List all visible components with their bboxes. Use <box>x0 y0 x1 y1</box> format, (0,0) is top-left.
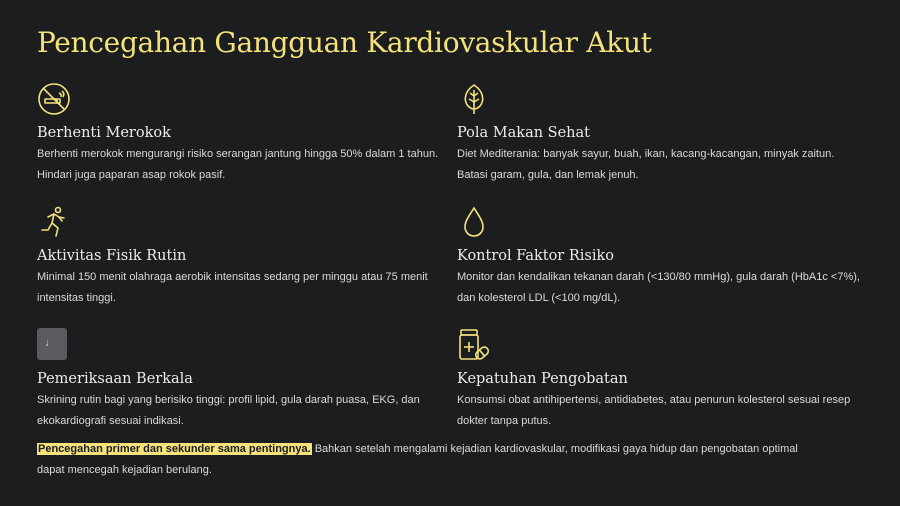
card-stop-smoking <box>37 82 447 186</box>
page-title: Pencegahan Gangguan Kardiovaskular Akut <box>37 26 652 59</box>
card-text: Berhenti merokok mengurangi risiko serangan jantung hingga 50% dalam 1 tahun. Hindari juga paparan asap rokok pasif. <box>37 148 439 181</box>
card-text: Konsumsi obat antihipertensi, antidiabetes, atau penurun kolesterol sesuai resep dokter tanpa putus. <box>457 394 851 427</box>
card-healthy-diet <box>457 82 867 186</box>
footer-text: Bahkan setelah mengalami kejadian kardiovaskular, modifikasi gaya hidup dan pengobatan optimal dapat mencegah kejadian berulang. <box>37 443 798 476</box>
card-text: Minimal 150 menit olahraga aerobik intensitas sedang per minggu atau 75 menit intensitas tinggi. <box>37 271 428 304</box>
card-text: Monitor dan kendalikan tekanan darah (<130/80 mmHg), gula darah (HbA1c <7%), dan kolesterol LDL (<100 mg/dL). <box>457 271 860 304</box>
card-title: Berhenti Merokok <box>37 125 171 141</box>
leaf-icon <box>457 82 491 116</box>
card-text: Diet Mediterania: banyak sayur, buah, ikan, kacang-kacangan, minyak zaitun. Batasi garam, gula, dan lemak jenuh. <box>457 148 835 181</box>
card-physical-activity <box>37 205 447 309</box>
card-title: Aktivitas Fisik Rutin <box>37 248 187 264</box>
medicine-bottle-icon <box>457 328 491 362</box>
card-routine-checkup <box>37 328 447 432</box>
card-title: Pola Makan Sehat <box>457 125 590 141</box>
no-smoking-icon <box>37 82 71 116</box>
card-title: Kontrol Faktor Risiko <box>457 248 615 264</box>
card-risk-control <box>457 205 867 309</box>
image-placeholder-icon: ♩ <box>37 328 71 362</box>
card-title: Pemeriksaan Berkala <box>37 371 193 387</box>
droplet-icon <box>457 205 491 239</box>
running-person-icon <box>37 205 71 239</box>
card-medication-adherence <box>457 328 867 432</box>
footer-note <box>37 439 827 481</box>
card-title: Kepatuhan Pengobatan <box>457 371 628 387</box>
card-text: Skrining rutin bagi yang berisiko tinggi: profil lipid, gula darah puasa, EKG, dan ekokardiografi sesuai indikasi. <box>37 394 420 427</box>
footer-highlight: Pencegahan primer dan sekunder sama pentingnya. <box>38 443 311 455</box>
